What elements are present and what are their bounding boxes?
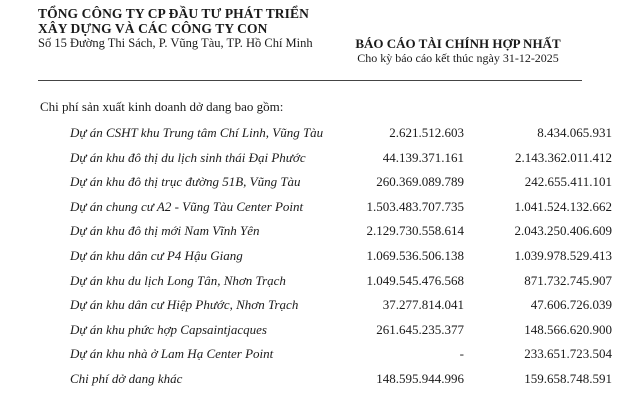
project-name: Dự án khu dân cư P4 Hậu Giang: [70, 247, 243, 263]
table-row: [0, 292, 640, 317]
company-header: [38, 6, 338, 51]
value-prior: 159.658.748.591: [524, 370, 612, 386]
report-period: Cho kỳ báo cáo kết thúc ngày 31-12-2025: [357, 51, 559, 65]
value-current: 260.369.089.789: [376, 174, 464, 190]
table-row: [0, 366, 640, 391]
project-name: Dự án chung cư A2 - Vũng Tàu Center Point: [70, 198, 304, 214]
project-name: Dự án CSHT khu Trung tâm Chí Linh, Vũng Tàu: [70, 125, 324, 140]
project-name: Dự án khu phức hợp Capsaintjacques: [70, 321, 267, 337]
value-current: -: [459, 346, 464, 362]
value-current: 1.069.536.506.138: [366, 247, 464, 263]
table-row: [0, 317, 640, 342]
section-intro: Chi phí sản xuất kinh doanh dở dang bao gồm:: [40, 99, 284, 114]
value-prior: 233.651.723.504: [524, 346, 612, 362]
company-address: Số 15 Đường Thi Sách, P. Vũng Tàu, TP. Hồ Chí Minh: [38, 36, 313, 50]
value-current: 1.049.545.476.568: [366, 272, 464, 288]
value-prior: 242.655.411.101: [524, 174, 612, 190]
project-name: Dự án khu nhà ở Lam Hạ Center Point: [70, 346, 274, 362]
table-row: [0, 268, 640, 293]
value-prior: 2.143.362.011.412: [514, 149, 612, 165]
value-prior: 148.566.620.900: [524, 321, 612, 337]
value-current: 2.129.730.558.614: [366, 223, 464, 239]
value-current: 37.277.814.041: [382, 297, 464, 313]
report-header: [338, 36, 578, 66]
table-row: [0, 218, 640, 243]
project-name: Dự án khu đô thị mới Nam Vĩnh Yên: [70, 223, 260, 239]
company-name-line-1: TỔNG CÔNG TY CP ĐẦU TƯ PHÁT TRIỂN: [38, 6, 309, 21]
table-row: [0, 169, 640, 194]
value-current: 44.139.371.161: [382, 149, 464, 165]
value-current: 261.645.235.377: [376, 321, 464, 337]
project-name: Chi phí dở dang khác: [70, 370, 183, 386]
header-divider: [38, 80, 582, 81]
value-prior: 1.041.524.132.662: [514, 198, 612, 214]
value-prior: 1.039.978.529.413: [514, 247, 612, 263]
value-current: 2.621.512.603: [389, 125, 464, 140]
value-prior: 47.606.726.039: [530, 297, 612, 313]
project-name: Dự án khu du lịch Long Tân, Nhơn Trạch: [70, 272, 286, 288]
value-prior: 871.732.745.907: [524, 272, 612, 288]
value-prior: 2.043.250.406.609: [514, 223, 612, 239]
company-name-line-2: XÂY DỰNG VÀ CÁC CÔNG TY CON: [38, 21, 268, 36]
table-row: [0, 243, 640, 268]
value-current: 1.503.483.707.735: [366, 198, 464, 214]
table-row: [0, 194, 640, 219]
value-current: 148.595.944.996: [376, 370, 464, 386]
cost-table: [0, 120, 640, 391]
table-row: [0, 341, 640, 366]
table-row: [0, 120, 640, 145]
project-name: Dự án khu đô thị trục đường 51B, Vũng Tàu: [70, 174, 301, 190]
report-title: BÁO CÁO TÀI CHÍNH HỢP NHẤT: [355, 36, 561, 51]
project-name: Dự án khu dân cư Hiệp Phước, Nhơn Trạch: [70, 297, 299, 313]
project-name: Dự án khu đô thị du lịch sinh thái Đại Phước: [70, 149, 306, 165]
value-prior: 8.434.065.931: [537, 125, 612, 140]
table-row: [0, 145, 640, 170]
